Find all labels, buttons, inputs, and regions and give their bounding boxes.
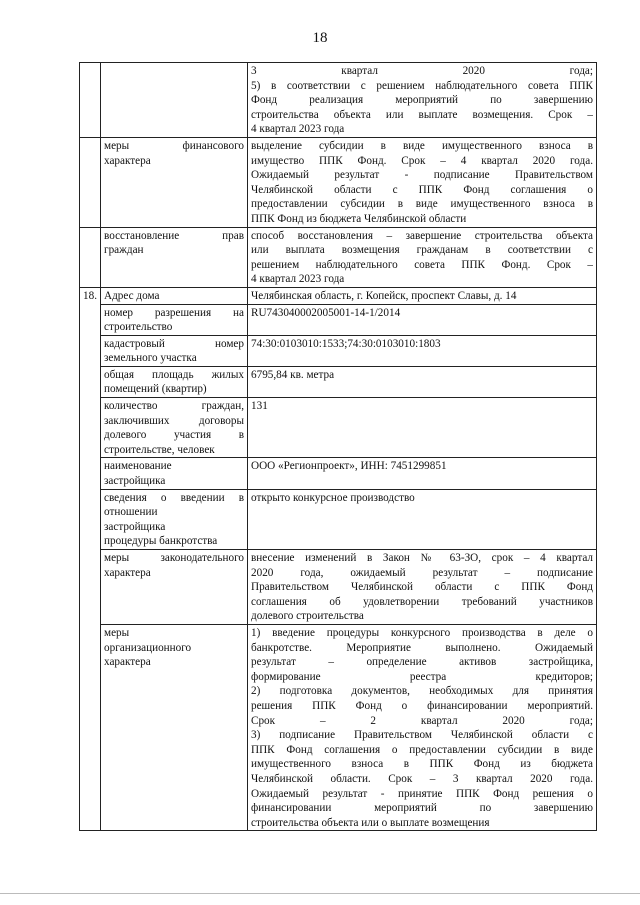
text-line: восстановление прав [104,229,244,242]
text-line: долевого участия в [104,429,244,442]
text-line: организационного [104,641,192,654]
legislative-row [80,550,597,625]
text-line: 3 квартал 2020 года; [251,65,593,77]
text-line: общая площадь жилых [104,368,244,381]
text-line: банкротстве. Мероприятие выполнено. Ожидаемый [251,641,593,654]
text-line: ППК Фонд из бюджета Челябинской области [251,212,467,225]
address-label: Адрес дома [101,287,248,304]
cadastral-row [80,335,597,366]
text-line: характера [104,154,151,167]
organizational-row [80,624,597,830]
text-line: формирование реестра кредиторов; [251,670,593,683]
text-line: 5) в соответствии с решением наблюдательного совета ППК [251,79,593,92]
text-line: ППК Фонд соглашения о предоставлении субсидии в виде [251,743,593,756]
developer-value: ООО «Регионпроект», ИНН: 7451299851 [248,458,597,489]
text-line: характера [104,656,151,669]
page-number: 18 [312,30,328,46]
permit-label [101,304,248,335]
text-line: кадастровый номер [104,337,244,350]
permit-value: RU743040002005001-14-1/2014 [248,304,597,335]
text-line: характера [104,566,151,579]
text-line: Срок – 2 квартал 2020 года; [251,714,593,727]
housing-table [79,62,597,831]
area-label [101,366,248,397]
bankruptcy-row [80,489,597,549]
text-line: результат – определение активов застройщика, [251,656,593,669]
number-cell [80,63,101,138]
text-line: граждан [104,244,144,257]
text-line: соглашения об удовлетворении требований участников [251,595,593,608]
text-line: Ожидаемый результат - подписание Правительством [251,169,593,182]
text-line: наименование [104,460,172,473]
bankruptcy-value: открыто конкурсное производство [248,489,597,549]
text-line: строительство [104,321,173,334]
developer-label [101,458,248,489]
citizens-label [101,398,248,458]
text-line: помещений (квартир) [104,383,207,396]
text-line: застройщика [104,520,166,533]
finance-label [101,137,248,227]
text-line: имущественного взноса в ППК Фонд из бюджета [251,758,593,771]
citizens-row [80,398,597,458]
text-line: Правительством Челябинской области с ППК Фонд [251,581,593,594]
legislative-label [101,550,248,625]
text-line: земельного участка [104,352,197,365]
text-line: процедуры банкротства [104,535,218,548]
text-line: меры финансового [104,139,244,152]
text-line: номер разрешения на [104,306,244,319]
restoration-label [101,227,248,287]
text-line: 4 квартал 2023 года [251,123,345,136]
text-line: выделение субсидии в виде имущественного взноса в [251,139,593,152]
citizens-value: 131 [248,398,597,458]
bottom-rule [0,893,640,894]
cadastral-value: 74:30:0103010:1533;74:30:0103010:1803 [248,335,597,366]
bankruptcy-label [101,489,248,549]
area-value: 6795,84 кв. метра [248,366,597,397]
text-line: 4 квартал 2023 года [251,273,345,286]
text-line: 2020 года, ожидаемый результат – подписание [251,566,593,579]
text-line: решением наблюдательного совета ППК Фонд. Срок – [251,258,593,271]
text-line: застройщика [104,475,166,488]
text-line: предоставлении субсидии в виде имущественного взноса в [251,198,593,211]
text-line: долевого строительства [251,610,364,623]
entry-number: 18. [80,287,101,830]
restoration-text [248,227,597,287]
address-value: Челябинская область, г. Копейск, проспект Славы, д. 14 [248,287,597,304]
text-line: внесение изменений в Закон № 63-ЗО, срок – 4 квартал [251,552,593,564]
text-line: 1) введение процедуры конкурсного производства в деле о [251,626,593,639]
developer-row [80,458,597,489]
continuation-text [248,63,597,138]
text-line: меры законодательного [104,552,244,564]
text-line: Челябинской области. Срок – 3 квартал 2020 года. [251,772,593,785]
organizational-label [101,624,248,830]
restoration-row [80,227,597,287]
continuation-row [80,63,597,138]
text-line: 3) подписание Правительством Челябинской области с [251,729,593,742]
text-line: строительства объекта или выплате возмещения. Срок – [251,108,593,121]
text-line: 2) подготовка документов, необходимых для принятия [251,685,593,698]
legislative-text [248,550,597,625]
text-line: строительстве, человек [104,443,215,456]
text-line: имущество ППК Фонд. Срок – 4 квартал 2020 года. [251,154,593,167]
text-line: или выплата возмещения гражданам в соответствии с [251,244,593,257]
text-line: меры [104,626,130,639]
text-line: отношении [104,506,158,519]
text-line: количество граждан, [104,400,244,413]
permit-row [80,304,597,335]
text-line: Фонд реализация мероприятий по завершению [251,94,593,107]
text-line: финансировании мероприятий по завершению [251,802,593,815]
organizational-text [248,624,597,830]
text-line: Ожидаемый результат - принятие ППК Фонд решения о [251,787,593,800]
text-line: Челябинской области с ППК Фонд соглашения о [251,183,593,196]
cadastral-label [101,335,248,366]
text-line: способ восстановления – завершение строительства объекта [251,229,593,242]
finance-row [80,137,597,227]
area-row [80,366,597,397]
text-line: решения ППК Фонд о финансировании мероприятий. [251,699,593,712]
text-line: заключивших договоры [104,414,244,427]
label-cell [101,63,248,138]
text-line: строительства объекта или о выплате возмещения [251,816,490,829]
finance-text [248,137,597,227]
address-row [80,287,597,304]
text-line: сведения о введении в [104,491,244,504]
